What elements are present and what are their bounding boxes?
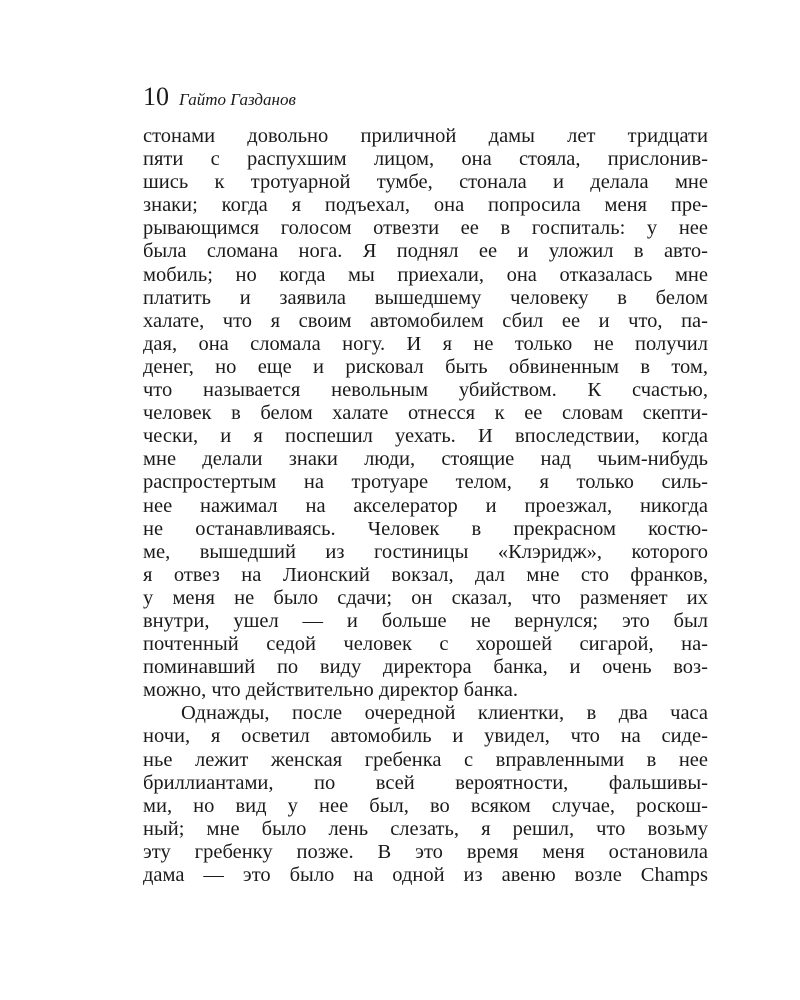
text-line: я отвез на Лионский вокзал, дал мне сто франков, <box>143 563 708 586</box>
text-line: шись к тротуарной тумбе, стонала и делала мне <box>143 171 708 194</box>
text-line: мне делали знаки люди, стоящие над чьим-нибудь <box>143 448 708 471</box>
text-line: ме, вышедший из гостиницы «Клэридж», которого <box>143 540 708 563</box>
page-number: 10 <box>143 82 169 111</box>
text-line: чески, и я поспешил уехать. И впоследствии, когда <box>143 425 708 448</box>
text-line: человек в белом халате отнесся к ее словам скепти- <box>143 402 708 425</box>
text-line: бриллиантами, по всей вероятности, фальшивы- <box>143 771 708 794</box>
text-line: можно, что действительно директор банка. <box>143 679 519 702</box>
text-line: рывающимся голосом отвезти ее в госпиталь: у нее <box>143 217 708 240</box>
author-name: Гайто Газданов <box>179 90 296 109</box>
text-line: знаки; когда я подъехал, она попросила меня пре- <box>143 194 708 217</box>
text-line: халате, что я своим автомобилем сбил ее и что, па- <box>143 309 708 332</box>
text-line: ный; мне было лень слезать, я решил, что возьму <box>143 817 708 840</box>
text-line: стонами довольно приличной дамы лет тридцати <box>143 125 708 147</box>
text-line: Однажды, после очередной клиентки, в два часа <box>181 702 708 725</box>
text-line: распростертым на тротуаре телом, я только силь- <box>143 471 708 494</box>
text-line: была сломана нога. Я поднял ее и уложил в авто- <box>143 240 708 263</box>
text-line: нее нажимал на акселератор и проезжал, никогда <box>143 494 708 517</box>
text-line: дая, она сломала ногу. И я не только не получил <box>143 332 708 355</box>
text-line: поминавший по виду директора банка, и очень воз- <box>143 656 708 679</box>
text-line: денег, но еще и рисковал быть обвиненным в том, <box>143 355 708 378</box>
text-line: у меня не было сдачи; он сказал, что разменяет их <box>143 586 708 609</box>
text-line: не останавливаясь. Человек в прекрасном костю- <box>143 517 708 540</box>
text-line: платить и заявила вышедшему человеку в белом <box>143 286 708 309</box>
text-line: почтенный седой человек с хорошей сигарой, на- <box>143 633 708 656</box>
text-line: эту гребенку позже. В это время меня остановила <box>143 840 708 863</box>
text-line: что называется невольным убийством. К счастью, <box>143 379 708 402</box>
text-line: ночи, я осветил автомобиль и увидел, что на сиде- <box>143 725 708 748</box>
text-line: мобиль; но когда мы приехали, она отказалась мне <box>143 263 708 286</box>
body-text <box>143 125 708 887</box>
text-line: внутри, ушел — и больше не вернулся; это был <box>143 609 708 632</box>
text-line: ми, но вид у нее был, во всяком случае, роскош- <box>143 794 708 817</box>
text-line: нье лежит женская гребенка с вправленными в нее <box>143 748 708 771</box>
running-header <box>143 82 296 112</box>
text-line: дама — это было на одной из авеню возле Champs <box>143 864 708 886</box>
text-line: пяти с распухшим лицом, она стояла, прислонив- <box>143 148 708 171</box>
